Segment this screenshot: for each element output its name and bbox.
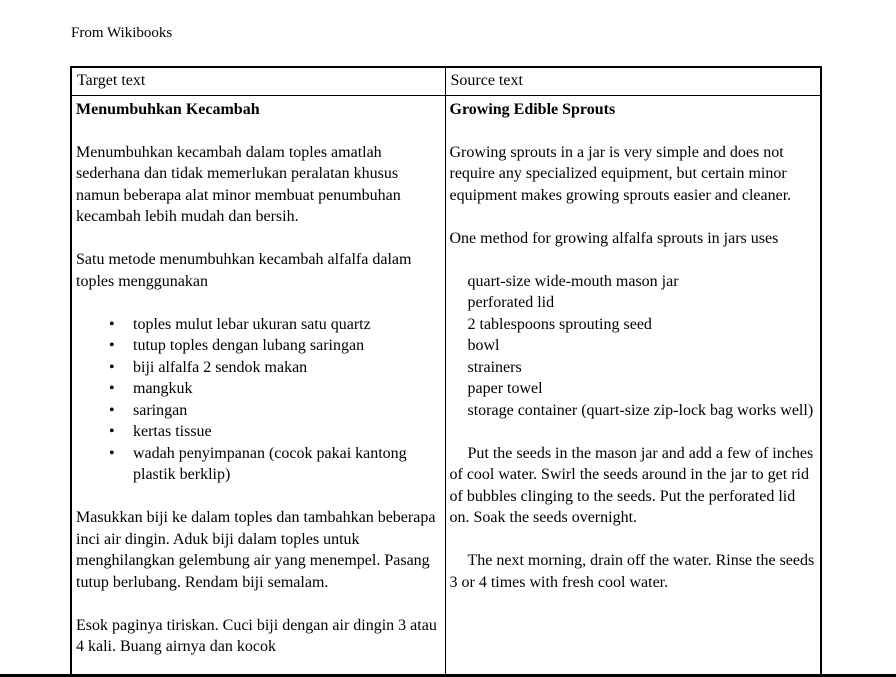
bullet-list-item: • mangkuk	[76, 378, 440, 400]
source-item-list	[450, 271, 816, 422]
source-list-item: storage container (quart-size zip-lock bag works well)	[467, 401, 814, 419]
source-list-item: strainers	[467, 358, 522, 376]
target-paragraph-3: Masukkan biji ke dalam toples dan tambahkan beberapa inci air dingin. Aduk biji dalam toples untuk menghilangkan gelembung air yang menempel. Pasang tutup berlubang. Rendam biji semalam.	[76, 509, 436, 591]
column-header-source: Source text	[445, 67, 821, 95]
target-text-cell	[71, 95, 445, 677]
source-list-item: paper towel	[467, 380, 543, 397]
translation-table	[70, 66, 822, 677]
target-title: Menumbuhkan Kecambah	[76, 100, 260, 118]
source-text-cell	[445, 95, 821, 677]
bullet-list-item: • toples mulut lebar ukuran satu quartz	[76, 314, 440, 336]
bullet-list-item: • kertas tissue	[76, 421, 440, 443]
column-header-target: Target text	[71, 67, 445, 95]
target-paragraph-2: Satu metode menumbuhkan kecambah alfalfa dalam toples menggunakan	[76, 251, 412, 290]
source-paragraph-4: The next morning, drain off the water. Rinse the seeds 3 or 4 times with fresh cool water.	[449, 552, 815, 591]
source-paragraph-1: Growing sprouts in a jar is very simple and does not require any specialized equipment, but certain minor equipment makes growing sprouts easier and cleaner.	[449, 143, 792, 204]
bullet-list-item: • tutup toples dengan lubang saringan	[76, 335, 440, 357]
target-paragraph-1: Menumbuhkan kecambah dalam toples amatlah sederhana dan tidak memerlukan peralatan khusus namun beberapa alat minor membuat penumbuhan kecambah lebih mudah dan bersih.	[76, 143, 401, 225]
source-list-item: bowl	[467, 337, 500, 354]
bullet-list-item: • biji alfalfa 2 sendok makan	[76, 357, 440, 379]
target-paragraph-4: Esok paginya tiriskan. Cuci biji dengan air dingin 3 atau 4 kali. Buang airnya dan kocok	[76, 616, 437, 655]
bullet-list-item: • saringan	[76, 400, 440, 422]
bullet-list-item: • wadah penyimpanan (cocok pakai kantong plastik berklip)	[76, 443, 440, 486]
source-list-item: perforated lid	[467, 294, 555, 311]
source-paragraph-2: One method for growing alfalfa sprouts in jars uses	[449, 229, 779, 247]
source-paragraph-3: Put the seeds in the mason jar and add a few of inches of cool water. Swirl the seeds around in the jar to get rid of bubbles clinging to the seeds. Put the perforated lid on. Soak the seeds overnight.	[449, 444, 814, 526]
source-list-item: 2 tablespoons sprouting seed	[467, 315, 652, 333]
target-bullet-list	[76, 314, 440, 486]
site-subtitle: From Wikibooks	[71, 25, 173, 41]
table-body-row	[71, 95, 821, 677]
source-list-item: quart-size wide-mouth mason jar	[467, 272, 679, 290]
table-header-row	[71, 67, 821, 95]
source-title: Growing Edible Sprouts	[449, 100, 616, 118]
